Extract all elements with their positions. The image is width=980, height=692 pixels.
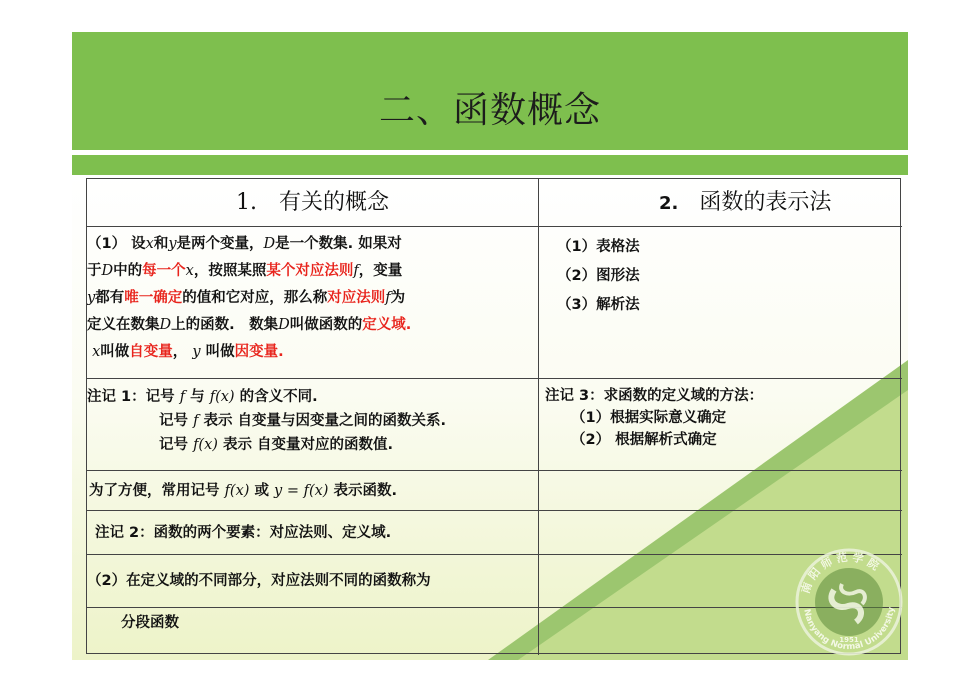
def-text: 叫做 xyxy=(100,344,130,360)
note1-text: 表示 自变量与因变量之间的函数关系. xyxy=(203,413,447,429)
header-representation xyxy=(539,179,902,227)
var-y: y xyxy=(87,290,96,306)
method-graph: （2）图形法 xyxy=(557,268,640,284)
note3-title: 注记 3：求函数的定义域的方法： xyxy=(545,388,764,404)
notation-text: 表示函数. xyxy=(333,483,398,499)
note-2: 注记 2：函数的两个要素：对应法则、定义域. xyxy=(87,511,539,555)
title-stripe xyxy=(72,155,908,175)
def-text: ，变量 xyxy=(358,263,403,279)
note3-item-2: （2） 根据解析式确定 xyxy=(571,432,717,448)
var-D: D xyxy=(101,263,114,279)
var-fx: f(x) xyxy=(224,483,250,499)
highlight-independent: 自变量 xyxy=(129,344,173,360)
def-text: 叫做函数的 xyxy=(289,317,363,333)
notation-note xyxy=(87,471,539,511)
seal-top-text: 南 阳 师 范 学 院 xyxy=(798,550,881,596)
highlight-every: 每一个 xyxy=(142,263,186,279)
var-x: x xyxy=(185,263,194,279)
var-f: f xyxy=(193,413,199,429)
notation-text: 为了方便，常用记号 xyxy=(89,483,220,499)
piecewise-term: 分段函数 xyxy=(87,608,539,655)
var-y: y xyxy=(168,236,177,252)
header-number: 2. xyxy=(659,193,679,214)
def-text: 定义在数集 xyxy=(87,317,160,333)
var-D: D xyxy=(278,317,290,333)
var-D: D xyxy=(159,317,172,333)
piecewise-definition: （2）在定义域的不同部分，对应法则不同的函数称为 xyxy=(87,555,539,608)
method-table: （1）表格法 xyxy=(557,239,640,255)
note1-text: 表示 自变量对应的函数值. xyxy=(222,437,394,453)
def-text: 是两个变量， xyxy=(176,236,264,252)
var-f: f xyxy=(179,389,186,405)
note1-text: 记号 xyxy=(159,413,188,429)
note1-text: 的含义不同. xyxy=(239,389,318,405)
def-text: 叫做 xyxy=(205,344,235,360)
def-text: 是一个数集. 如果对 xyxy=(275,236,402,252)
method-formula: （3）解析法 xyxy=(557,297,640,313)
def-text: ，按照某照 xyxy=(193,263,267,279)
seal-year: 1951 xyxy=(839,636,859,644)
def-text: 于 xyxy=(87,263,102,279)
highlight-unique: 唯一确定 xyxy=(124,290,183,306)
highlight-dependent: 因变量. xyxy=(234,344,284,360)
def-text: 为 xyxy=(390,290,406,306)
def-text: 上的函数. 数集 xyxy=(171,317,279,333)
slide-title: 二、函数概念 xyxy=(378,90,601,131)
notation-text: 或 xyxy=(254,483,269,499)
def-text: 和 xyxy=(153,236,169,252)
highlight-domain: 定义域. xyxy=(362,317,412,333)
var-x: x xyxy=(92,344,101,360)
representation-methods xyxy=(539,227,902,379)
note-1 xyxy=(87,379,539,471)
header-text: 函数的表示法 xyxy=(699,190,832,215)
highlight-rule: 某个对应法则 xyxy=(266,263,354,279)
note3-item-1: （1）根据实际意义确定 xyxy=(571,410,727,426)
var-fx: f(x) xyxy=(193,437,218,453)
var-f: f xyxy=(353,263,359,279)
note1-text: 记号 xyxy=(159,437,188,453)
highlight-rule: 对应法则 xyxy=(327,290,386,306)
var-fx: f(x) xyxy=(209,389,235,405)
note-3 xyxy=(539,379,902,471)
note1-text: 与 xyxy=(190,389,205,405)
equation-y-fx: y = f(x) xyxy=(274,483,329,499)
var-y: y xyxy=(192,344,201,360)
var-D: D xyxy=(263,236,276,252)
def-text: 的值和它对应，那么称 xyxy=(182,290,328,306)
concept-table xyxy=(86,178,901,654)
empty-cell xyxy=(539,471,902,511)
var-f: f xyxy=(385,290,391,306)
def-text: 都有 xyxy=(95,290,125,306)
header-concepts: 1. 有关的概念 xyxy=(87,179,539,227)
function-definition xyxy=(87,227,539,379)
def-text: ， xyxy=(172,344,188,360)
def-text: （1） 设 xyxy=(87,236,146,252)
university-seal-icon xyxy=(790,540,908,660)
def-text: 中的 xyxy=(113,263,143,279)
note1-text: 注记 1：记号 xyxy=(87,389,175,405)
var-x: x xyxy=(145,236,154,252)
seal-bottom-text: Nanyang Normal University xyxy=(801,606,897,653)
